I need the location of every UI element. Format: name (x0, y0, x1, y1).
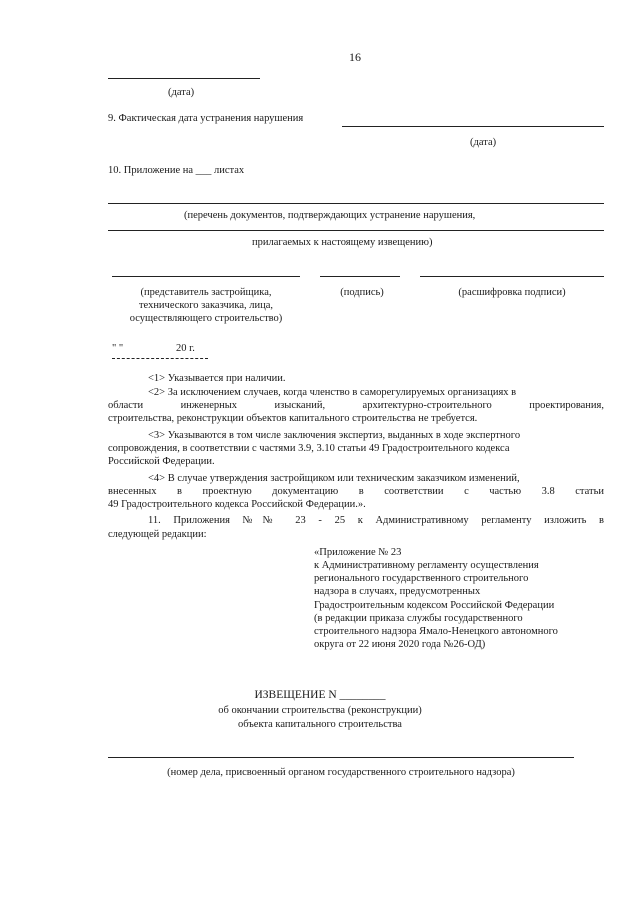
decryption-caption: (расшифровка подписи) (458, 287, 566, 298)
signature-line (320, 276, 400, 277)
item-10-line-2 (108, 230, 604, 231)
item-9-label: 9. Фактическая дата устранения нарушения (108, 113, 304, 124)
signature-caption: (подпись) (340, 287, 384, 298)
appendix-header-line: надзора в случаях, предусмотренных (314, 586, 481, 598)
item-10-line-1 (108, 203, 604, 204)
appendix-header-line: (в редакции приказа службы государственного (314, 612, 523, 624)
item-9-line (342, 126, 604, 127)
footnote-2-line: <2> За исключением случаев, когда членство в саморегулируемых организациях в (148, 387, 517, 398)
page-number: 16 (349, 50, 361, 64)
footnote-4-line: 49 Градостроительного кодекса Российской Федерации.». (108, 499, 366, 510)
footnote-4-line: <4> В случае утверждения застройщиком или техническим заказчиком изменений, (148, 473, 520, 484)
item-10-label: 10. Приложение на ___ листах (108, 165, 245, 176)
appendix-header-line: к Административному регламенту осуществления (314, 560, 539, 572)
item-10-caption-1: (перечень документов, подтверждающих устранение нарушения, (184, 210, 476, 221)
date-caption: (дата) (168, 87, 195, 98)
footnote-1: <1> Указывается при наличии. (148, 373, 286, 384)
footnote-2-line: строительства, реконструкции объектов капитального строительства не требуется. (108, 413, 478, 424)
decryption-line (420, 276, 604, 277)
case-number-caption: (номер дела, присвоенный органом государственного строительного надзора) (167, 767, 515, 778)
appendix-header-line: Градостроительным кодексом Российской Федерации (314, 599, 555, 611)
footnote-2-line: области инженерных изысканий, архитектурно-строительного проектирования, (108, 400, 604, 411)
representative-line (112, 276, 300, 277)
notice-title: ИЗВЕЩЕНИЕ N ________ (254, 689, 386, 701)
item-10-caption-2: прилагаемых к настоящему извещению) (252, 237, 433, 248)
representative-caption-line: осуществляющего строительство) (129, 313, 283, 325)
representative-caption-line: (представитель застройщика, (140, 287, 272, 298)
footnote-3-line: Российской Федерации. (108, 456, 215, 467)
notice-subtitle-2: объекта капитального строительства (238, 719, 402, 730)
footnote-3-line: <3> Указываются в том числе заключения экспертиз, выданных в ходе экспертного (148, 430, 521, 441)
appendix-header (314, 546, 558, 651)
representative-caption (112, 286, 300, 325)
appendix-header-line: округа от 22 июня 2020 года №26-ОД) (314, 638, 486, 650)
item-11-line: 11. Приложения №№ 23 - 25 к Административному регламенту изложить в (148, 515, 604, 526)
item-9-date-caption: (дата) (470, 137, 497, 148)
notice-subtitle-1: об окончании строительства (реконструкции) (218, 705, 422, 716)
appendix-header-line: «Приложение № 23 (314, 547, 402, 558)
date-line (108, 78, 260, 79)
footnote-4-line: внесенных в проектную документацию в соответствии с частью 3.8 статьи (108, 486, 604, 497)
appendix-header-line: строительного надзора Ямало-Ненецкого автономного (314, 625, 558, 637)
item-11-line: следующей редакции: (108, 529, 207, 540)
case-number-line (108, 757, 574, 758)
date-stamp-year: 20 г. (176, 343, 195, 354)
footnote-3-line: сопровождения, в соответствии с частями 3.9, 3.10 статьи 49 Градостроительного кодекса (108, 443, 510, 454)
date-stamp-quotes: " " (112, 343, 124, 354)
date-stamp-line (112, 358, 208, 359)
representative-caption-line: технического заказчика, лица, (138, 300, 274, 312)
appendix-header-line: регионального государственного строительного (314, 573, 529, 585)
